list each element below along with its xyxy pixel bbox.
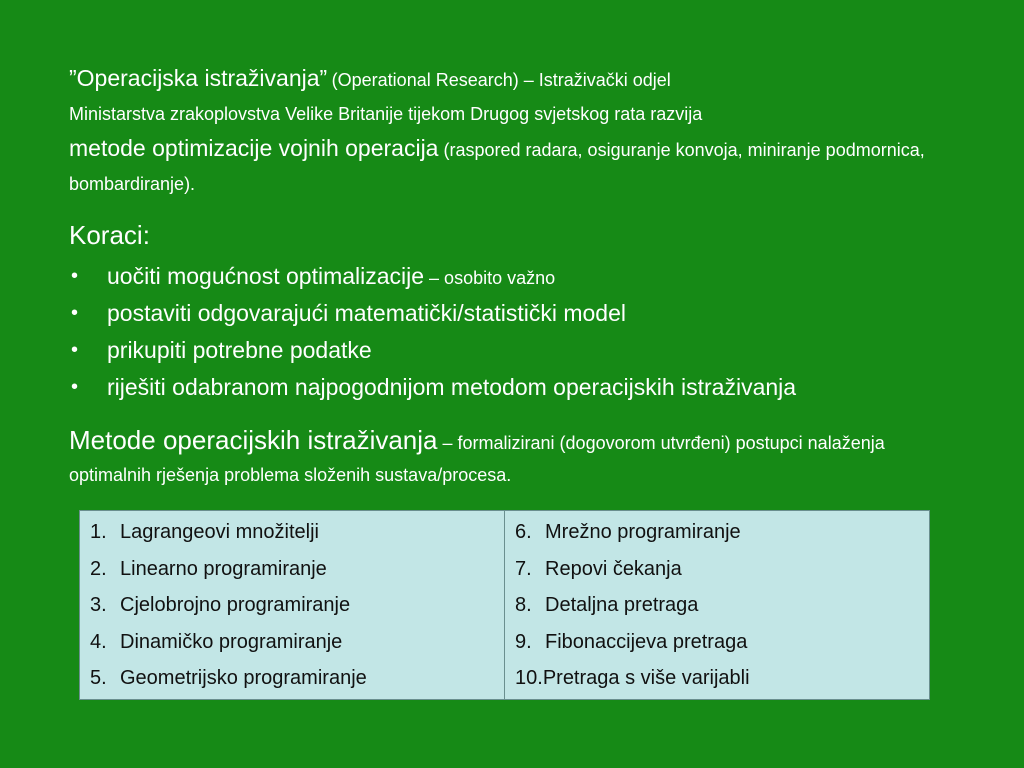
item-label: Geometrijsko programiranje xyxy=(120,667,367,689)
step-main: uočiti mogućnost optimalizacije xyxy=(107,263,425,289)
table-item xyxy=(90,626,494,663)
bullet-icon: • xyxy=(71,339,79,361)
intro-rest-line1: – Istraživački odjel xyxy=(518,70,671,90)
item-number: 7. xyxy=(515,557,532,580)
item-number: 6. xyxy=(515,521,532,543)
item-label: Detaljna pretraga xyxy=(545,594,699,616)
step-main: riješiti odabranom najpogodnijom metodom operacijskih istraživanja xyxy=(107,374,797,400)
step-main: prikupiti potrebne podatke xyxy=(107,337,372,363)
item-label: Cjelobrojno programiranje xyxy=(120,594,351,616)
methods-column-right xyxy=(505,511,930,700)
item-label: Linearno programiranje xyxy=(120,557,327,580)
item-number: 5. xyxy=(90,667,107,689)
list-item xyxy=(69,332,999,369)
intro-paragraph xyxy=(69,62,949,202)
bullet-icon: • xyxy=(71,376,79,398)
list-item xyxy=(69,258,999,295)
table-item xyxy=(515,626,919,663)
intro-tail: (raspored radara, osiguranje konvoja, miniranje podmornica, bombardiranje). xyxy=(69,140,925,194)
item-number: 2. xyxy=(90,557,107,580)
item-number: 8. xyxy=(515,594,532,616)
item-label: Lagrangeovi množitelji xyxy=(120,521,320,543)
intro-quote: ”Operacijska istraživanja” xyxy=(69,65,328,91)
item-number: 10. xyxy=(515,667,543,689)
table-item xyxy=(515,662,919,699)
methods-paragraph xyxy=(69,425,969,492)
intro-emphasis: metode optimizacije vojnih operacija xyxy=(69,135,439,161)
table-item xyxy=(515,553,919,590)
bullet-icon: • xyxy=(71,302,79,324)
methods-table xyxy=(79,510,930,700)
item-label: Mrežno programiranje xyxy=(545,521,741,543)
item-number: 1. xyxy=(90,521,107,543)
item-label: Fibonaccijeva pretraga xyxy=(545,630,748,653)
steps-title: Koraci: xyxy=(69,220,150,250)
item-number: 4. xyxy=(90,630,107,653)
step-note: – osobito važno xyxy=(424,268,556,288)
table-row xyxy=(80,511,930,700)
bullet-icon: • xyxy=(71,265,79,287)
table-item xyxy=(515,589,919,626)
table-item xyxy=(90,589,494,626)
list-item xyxy=(69,369,999,406)
table-item xyxy=(90,553,494,590)
item-label: Dinamičko programiranje xyxy=(120,630,343,653)
step-main: postaviti odgovarajući matematički/statistički model xyxy=(107,300,626,326)
intro-line2: Ministarstva zrakoplovstva Velike Britanije tijekom Drugog svjetskog rata razvija xyxy=(69,104,703,124)
item-label: Pretraga s više varijabli xyxy=(542,667,750,689)
steps-list xyxy=(69,258,999,406)
item-number: 9. xyxy=(515,630,532,653)
item-label: Repovi čekanja xyxy=(545,557,682,580)
list-item xyxy=(69,295,999,332)
methods-column-left xyxy=(80,511,505,700)
methods-title: Metode operacijskih istraživanja xyxy=(69,425,438,455)
methods-desc: – formalizirani (dogovorom utvrđeni) postupci nalaženja optimalnih rješenja problema složenih sustava/procesa. xyxy=(69,433,885,485)
item-number: 3. xyxy=(90,594,107,616)
table-item xyxy=(90,662,494,699)
table-item xyxy=(515,516,919,553)
intro-paren: (Operational Research) xyxy=(331,70,519,90)
table-item xyxy=(90,516,494,553)
